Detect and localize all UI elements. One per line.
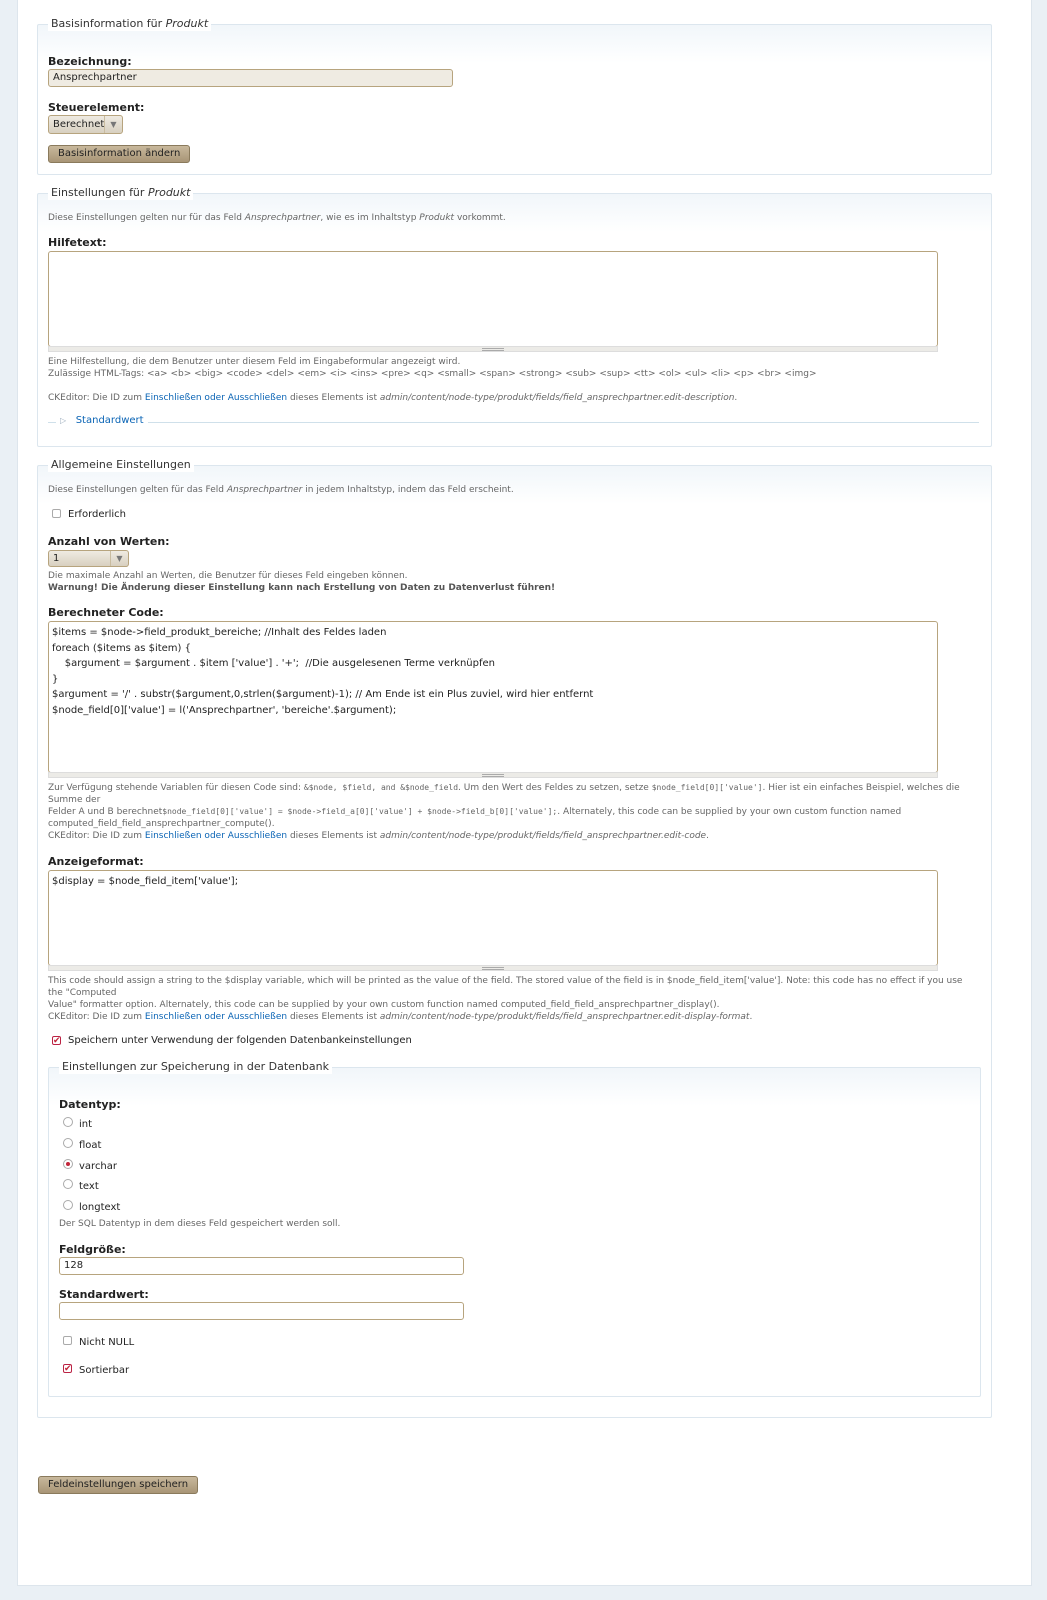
display-format-label: Anzeigeformat:: [48, 855, 144, 868]
required-checkbox[interactable]: [52, 509, 61, 518]
code-line: $display = $node_field_item['value'];: [52, 876, 239, 887]
display-format-textarea[interactable]: [48, 870, 938, 966]
multiple-values-label: Anzahl von Werten:: [48, 535, 170, 548]
ckeditor-note: CKEditor: Die ID zum Einschließen oder Ausschließen dieses Elements ist admin/content/node-type/produkt/fields/field_ansprechpartner.edit-code.: [48, 831, 709, 841]
radio-varchar-label: varchar: [79, 1161, 118, 1172]
radio-longtext-label: longtext: [79, 1202, 121, 1213]
computed-code-textarea[interactable]: [48, 621, 938, 773]
code-line: foreach ($items as $item) {: [52, 642, 191, 654]
help-text-description: Eine Hilfestellung, die dem Benutzer unter diesem Feld im Eingabeformular angezeigt wird. Zulässige HTML-Tags: <a> <b> <big> <code> <del> <em> <i> <ins> <pre> <q> <small> <span> <strong> <sub> <sup> <tt> <ol> <ul> <li> <p> <br> <img>: [48, 357, 817, 379]
radio-text-label: text: [79, 1181, 99, 1192]
code-line: $items = $node->field_produkt_bereiche; //Inhalt des Feldes laden: [52, 627, 387, 638]
label-field-label: Bezeichnung:: [48, 55, 132, 68]
not-null-checkbox[interactable]: [63, 1336, 72, 1345]
data-type-label: Datentyp:: [59, 1098, 121, 1111]
default-value-link[interactable]: Standardwert: [75, 415, 144, 426]
field-size-input[interactable]: 128: [59, 1257, 464, 1275]
resize-handle[interactable]: [48, 965, 938, 971]
label-input[interactable]: Ansprechpartner: [48, 69, 453, 87]
code-line: }: [52, 673, 59, 685]
ckeditor-id: admin/content/node-type/produkt/fields/field_ansprechpartner.edit-display-format: [379, 1012, 750, 1022]
help-text-label: Hilfetext:: [48, 236, 107, 249]
global-settings-fieldset: [37, 458, 992, 1418]
resize-handle[interactable]: [48, 772, 938, 778]
radio-varchar[interactable]: [63, 1159, 73, 1169]
ckeditor-note: CKEditor: Die ID zum Einschließen oder Ausschließen dieses Elements ist admin/content/node-type/produkt/fields/field_ansprechpartner.edit-description.: [48, 393, 738, 403]
store-checkbox[interactable]: ✔: [53, 1036, 61, 1046]
computed-code-label: Berechneter Code:: [48, 606, 164, 619]
sortable-checkbox[interactable]: ✔: [64, 1364, 72, 1374]
radio-int[interactable]: [63, 1117, 73, 1127]
widget-select[interactable]: [48, 115, 123, 134]
radio-int-label: int: [79, 1119, 93, 1130]
radio-float-label: float: [79, 1140, 102, 1151]
ckeditor-note: CKEditor: Die ID zum Einschließen oder Ausschließen dieses Elements ist admin/content/node-type/produkt/fields/field_ansprechpartner.edit-display-format.: [48, 1012, 753, 1022]
chevron-down-icon: ▼: [104, 116, 122, 133]
field-size-label: Feldgröße:: [59, 1243, 126, 1256]
instance-legend-type: Produkt: [147, 186, 191, 199]
radio-float[interactable]: [63, 1138, 73, 1148]
db-storage-fieldset: [48, 1060, 981, 1397]
global-settings-legend: Allgemeine Einstellungen: [48, 458, 194, 472]
save-field-settings-button[interactable]: Feldeinstellungen speichern: [38, 1476, 198, 1494]
resize-handle[interactable]: [48, 346, 938, 352]
basic-info-legend-type: Produkt: [165, 17, 209, 30]
widget-select-value: Berechnet: [53, 119, 105, 130]
default-value-divider: [48, 422, 979, 423]
code-line: $node_field[0]['value'] = l('Ansprechpartner', 'bereiche'.$argument);: [52, 704, 397, 716]
ckeditor-id: admin/content/node-type/produkt/fields/field_ansprechpartner.edit-description: [379, 393, 735, 403]
intro-type-name: Produkt: [419, 213, 455, 223]
instance-intro: Diese Einstellungen gelten nur für das Feld Ansprechpartner, wie es im Inhaltstyp Produkt vorkommt.: [48, 213, 506, 223]
db-default-label: Standardwert:: [59, 1288, 149, 1301]
computed-code-description: Zur Verfügung stehende Variablen für diesen Code sind: &$node, $field, and &$node_field. Um den Wert des Feldes zu setzen, setze $node_field[0]['value']. Hier ist ein einfaches Beispiel, welches die Summe der Felder A und B berechnet$node_field[0]['value'] = $node->field_a[0]['value'] + $node->field_b[0]['value'];. Alternately, this code can be supplied by your own custom function named computed_field_field_ansprechpartner_compute().: [48, 783, 960, 829]
intro-field-name: Ansprechpartner: [244, 213, 321, 223]
include-exclude-link[interactable]: Einschließen oder Ausschließen: [144, 1012, 288, 1022]
chevron-down-icon: ▼: [110, 551, 128, 566]
instance-settings-legend: Einstellungen für Produkt: [48, 186, 193, 200]
basic-info-legend: Basisinformation für Produkt: [48, 17, 211, 31]
global-intro-field-name: Ansprechpartner: [226, 485, 303, 495]
multiple-values-value: 1: [53, 553, 60, 564]
change-basic-info-button[interactable]: Basisinformation ändern: [48, 145, 190, 163]
include-exclude-link[interactable]: Einschließen oder Ausschließen: [144, 393, 288, 403]
required-label: Erforderlich: [68, 509, 127, 520]
data-type-description: Der SQL Datentyp in dem dieses Feld gespeichert werden soll.: [59, 1219, 341, 1229]
multiple-values-description: Die maximale Anzahl an Werten, die Benutzer für dieses Feld eingeben können. Warnung! Die Änderung dieser Einstellung kann nach Erstellung von Daten zu Datenverlust führen!: [48, 571, 556, 593]
page-content: [17, 0, 1032, 1586]
global-intro: Diese Einstellungen gelten für das Feld Ansprechpartner in jedem Inhaltstyp, indem das Feld erscheint.: [48, 485, 514, 495]
db-storage-legend: Einstellungen zur Speicherung in der Datenbank: [59, 1060, 332, 1074]
store-label: Speichern unter Verwendung der folgenden Datenbankeinstellungen: [68, 1035, 412, 1046]
sortable-label: Sortierbar: [79, 1365, 130, 1376]
default-value-toggle[interactable]: [56, 415, 148, 426]
triangle-right-icon: ▷: [60, 416, 67, 425]
ckeditor-id: admin/content/node-type/produkt/fields/field_ansprechpartner.edit-code: [379, 831, 707, 841]
code-line: $argument = '/' . substr($argument,0,strlen($argument)-1); // Am Ende ist ein Plus zuviel, wird hier entfernt: [52, 689, 594, 700]
radio-text[interactable]: [63, 1179, 73, 1189]
basic-info-fieldset: [37, 17, 992, 175]
display-format-description: This code should assign a string to the $display variable, which will be printed as the value of the field. The stored value of the field is in $node_field_item['value']. Note: this code has no effect if you use the "Computed Value" formatter option. Alternately, this code can be supplied by your own custom function named computed_field_field_ansprechpartner_display().: [48, 976, 963, 1010]
db-default-input[interactable]: [59, 1302, 464, 1320]
help-text-textarea[interactable]: [48, 251, 938, 347]
code-line: $argument = $argument . $item ['value'] . '+'; //Die ausgelesenen Terme verknüpfen: [52, 658, 496, 669]
include-exclude-link[interactable]: Einschließen oder Ausschließen: [144, 831, 288, 841]
instance-settings-fieldset: [37, 186, 992, 447]
multiple-values-warning: Warnung! Die Änderung dieser Einstellung kann nach Erstellung von Daten zu Datenverlust führen!: [48, 583, 556, 593]
not-null-label: Nicht NULL: [79, 1337, 135, 1348]
radio-longtext[interactable]: [63, 1200, 73, 1210]
multiple-values-select[interactable]: [48, 550, 129, 567]
widget-field-label: Steuerelement:: [48, 101, 145, 114]
